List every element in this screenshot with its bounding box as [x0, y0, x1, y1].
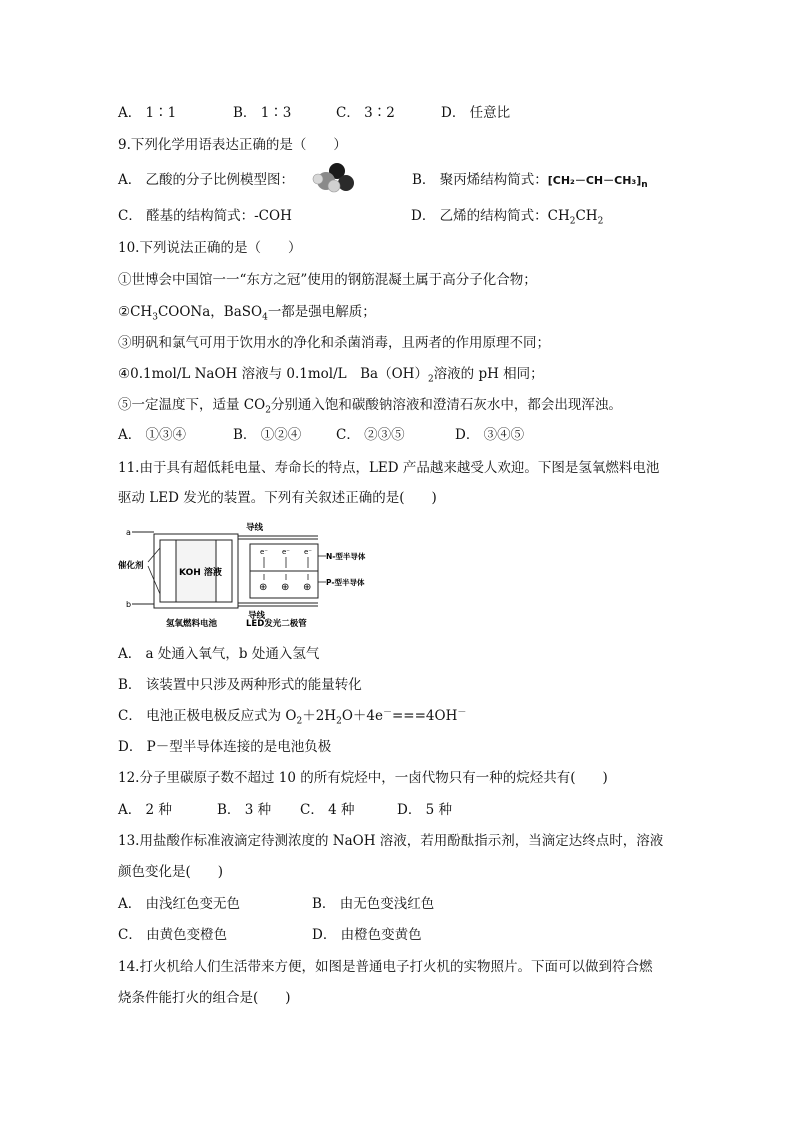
label-p-semiconductor: P-型半导体: [326, 578, 365, 587]
q10-statement-3: ③明矾和氯气可用于饮用水的净化和杀菌消毒，且两者的作用原理不同；: [118, 335, 550, 351]
hole-2: ⊕: [281, 582, 290, 593]
q13-option-b: B． 由无色变浅红色: [312, 896, 435, 912]
q12-option-a: A． 2 种: [118, 802, 172, 818]
q12-option-b: B． 3 种: [217, 802, 272, 818]
q9-option-c: C． 醛基的结构简式：-COH: [118, 208, 292, 224]
label-n-semiconductor: N-型半导体: [326, 552, 366, 561]
q13-option-d: D． 由橙色变黄色: [312, 927, 422, 943]
q14-stem-line2: 烧条件能打火的组合是( ): [118, 990, 291, 1006]
q9-stem: 9.下列化学用语表达正确的是（ ）: [118, 137, 347, 153]
q13-stem-line1: 13.用盐酸作标准液滴定待测浓度的 NaOH 溶液，若用酚酞指示剂，当滴定达终点时，溶液: [118, 833, 664, 849]
electron-2: e⁻: [282, 548, 291, 556]
q8-option-b: B． 1∶3: [233, 105, 292, 121]
q11-option-b: B． 该装置中只涉及两种形式的能量转化: [118, 677, 362, 693]
q10-statement-2: $②CH_3COONa$，BaSO$_4$一都是强电解质；: [118, 304, 376, 323]
q8-option-a: A． 1∶1: [118, 105, 177, 121]
label-fuel-cell: 氢氧燃料电池: [166, 619, 218, 629]
electron-3: e⁻: [304, 548, 313, 556]
q14-stem-line1: 14.打火机给人们生活带来方便，如图是普通电子打火机的实物照片。下面可以做到符合燃: [118, 959, 653, 975]
q12-stem: 12.分子里碳原子数不超过 10 的所有烷烃中，一卤代物只有一种的烷烃共有( ): [118, 770, 608, 786]
q10-stem: 10.下列说法正确的是（ ）: [118, 240, 302, 256]
label-b: b: [126, 600, 132, 609]
q12-option-c: C． 4 种: [300, 802, 355, 818]
label-catalyst: 催化剂: [118, 561, 144, 571]
label-koh: KOH 溶液: [179, 568, 222, 578]
q10-option-a: A． ①③④: [118, 427, 187, 443]
q10-option-b: B． ①②④: [233, 427, 302, 443]
label-led: LED发光二极管: [246, 619, 307, 629]
label-a: a: [126, 528, 131, 537]
q11-stem-line1: 11.由于具有超低耗电量、寿命长的特点，LED 产品越来越受人欢迎。下图是氢氧燃料电池: [118, 460, 660, 476]
hole-3: ⊕: [303, 582, 312, 593]
q10-statement-5: ⑤一定温度下，适量 $CO_2$分别通入饱和碳酸钠溶液和澄清石灰水中，都会出现浑浊。: [118, 397, 622, 416]
q8-option-c: C． 3∶2: [336, 105, 395, 121]
acetic-acid-model-image: [306, 160, 358, 194]
polypropylene-formula: $[CH_2-CH-CH_3]_n$: [547, 174, 648, 191]
electron-1: e⁻: [260, 548, 269, 556]
q8-option-d: D． 任意比: [441, 105, 511, 121]
label-wire-bottom: 导线: [248, 611, 266, 621]
q12-option-d: D． 5 种: [397, 802, 452, 818]
q10-option-c: C． ②③⑤: [336, 427, 405, 443]
q13-stem-line2: 颜色变化是( ): [118, 864, 224, 880]
q11-option-a: A． a 处通入氧气，b 处通入氢气: [118, 646, 320, 662]
q9-option-d: D． 乙烯的结构简式：$CH_2CH_2$: [411, 208, 604, 227]
q13-option-a: A． 由浅红色变无色: [118, 896, 241, 912]
q9-option-b: B． 聚丙烯结构简式：$[CH_2-CH-CH_3]_n$: [412, 172, 648, 191]
fuel-cell-led-diagram: [118, 518, 366, 630]
q10-option-d: D． ③④⑤: [455, 427, 525, 443]
q13-option-c: C． 由黄色变橙色: [118, 927, 228, 943]
q11-option-d: D． P－型半导体连接的是电池负极: [118, 739, 332, 755]
q10-statement-1: ①世博会中国馆一一“东方之冠”使用的钢筋混凝土属于高分子化合物；: [118, 272, 537, 288]
hole-1: ⊕: [259, 582, 268, 593]
label-wire-top: 导线: [246, 523, 264, 533]
q9-option-a: A． 乙酸的分子比例模型图：: [118, 172, 295, 188]
q10-statement-4: ④0.1mol/L NaOH 溶液与 0.1mol/L $Ba(OH)_2$溶液的 pH 相同；: [118, 366, 544, 385]
q11-option-c: C． 电池正极电极反应式为 $O_2+2H_2O+4e^-===4OH^-$: [118, 707, 467, 727]
q11-stem-line2: 驱动 LED 发光的装置。下列有关叙述正确的是( ): [118, 490, 437, 506]
